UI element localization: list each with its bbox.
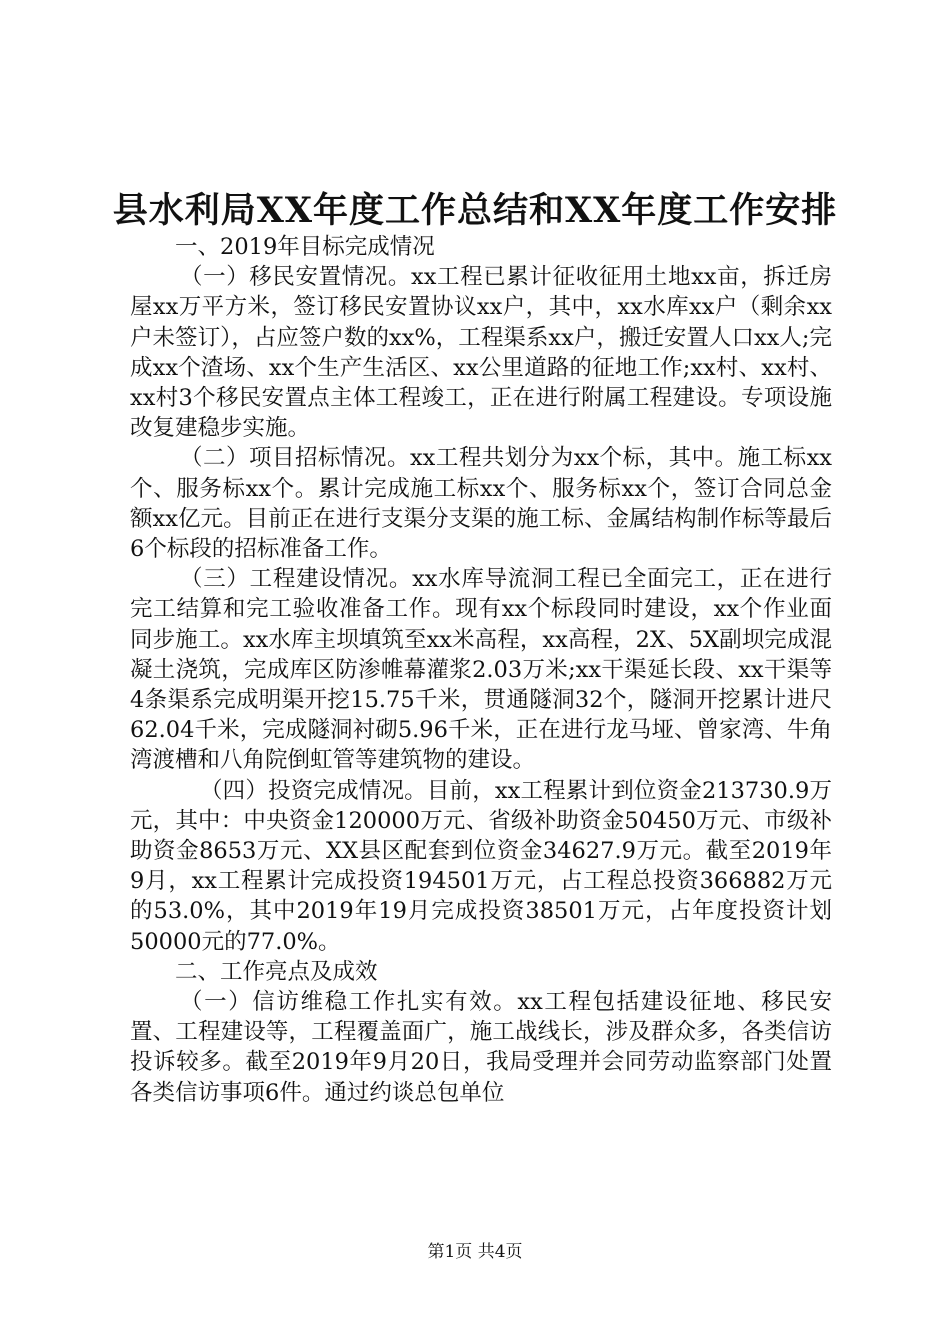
section-heading-2: 二、工作亮点及成效 bbox=[175, 958, 378, 985]
paragraph-bidding: （二）项目招标情况。xx工程共划分为xx个标，其中。施工标xx个、服务标xx个。累计完成施工标xx个、服务标xx个，签订合同总金额xx亿元。目前正在进行支渠分支渠的施工标、金属结构制作标等最后6个标段的招标准备工作。 bbox=[130, 445, 832, 563]
paragraph-petition: （一）信访维稳工作扎实有效。xx工程包括建设征地、移民安置、工程建设等，工程覆盖面广，施工战线长，涉及群众多，各类信访投诉较多。截至2019年9月20日，我局受理并会同劳动监察部门处置各类信访事项6件。通过约谈总包单位 bbox=[130, 989, 832, 1106]
paragraph-investment: （四）投资完成情况。目前，xx工程累计到位资金213730.9万元，其中：中央资金120000万元、省级补助资金50450万元、市级补助资金8653万元、XX县区配套到位资金34627.9万元。截至2019年9月，xx工程累计完成投资194501万元，占工程总投资366882万元的53.0%，其中2019年19月完成投资38501万元，占年度投资计划50000元的77.0%。 bbox=[130, 777, 832, 955]
paragraph-construction: （三）工程建设情况。xx水库导流洞工程已全面完工，正在进行完工结算和完工验收准备工作。现有xx个标段同时建设，xx个作业面同步施工。xx水库主坝填筑至xx米高程，xx高程，2X、5X副坝完成混凝土浇筑，完成库区防渗帷幕灌浆2.03万米;xx干渠延长段、xx干渠等4条渠系完成明渠开挖15.75千米，贯通隧洞32个，隧洞开挖累计进尺62.04千米，完成隧洞衬砌5.96千米，正在进行龙马垭、曾家湾、牛角湾渡槽和八角院倒虹管等建筑物的建设。 bbox=[130, 566, 832, 774]
document-title: 县水利局XX年度工作总结和XX年度工作安排 bbox=[112, 190, 838, 231]
paragraph-resettlement: （一）移民安置情况。xx工程已累计征收征用土地xx亩，拆迁房屋xx万平方米，签订移民安置协议xx户，其中，xx水库xx户（剩余xx户未签订），占应签户数的xx%，工程渠系xx户，搬迁安置人口xx人;完成xx个渣场、xx个生产生活区、xx公里道路的征地工作;xx村、xx村、xx村3个移民安置点主体工程竣工，正在进行附属工程建设。专项设施改复建稳步实施。 bbox=[130, 264, 832, 442]
page-number: 第1页 共4页 bbox=[427, 1242, 523, 1262]
document-body bbox=[130, 232, 832, 1108]
section-heading-1: 一、2019年目标完成情况 bbox=[175, 234, 435, 260]
